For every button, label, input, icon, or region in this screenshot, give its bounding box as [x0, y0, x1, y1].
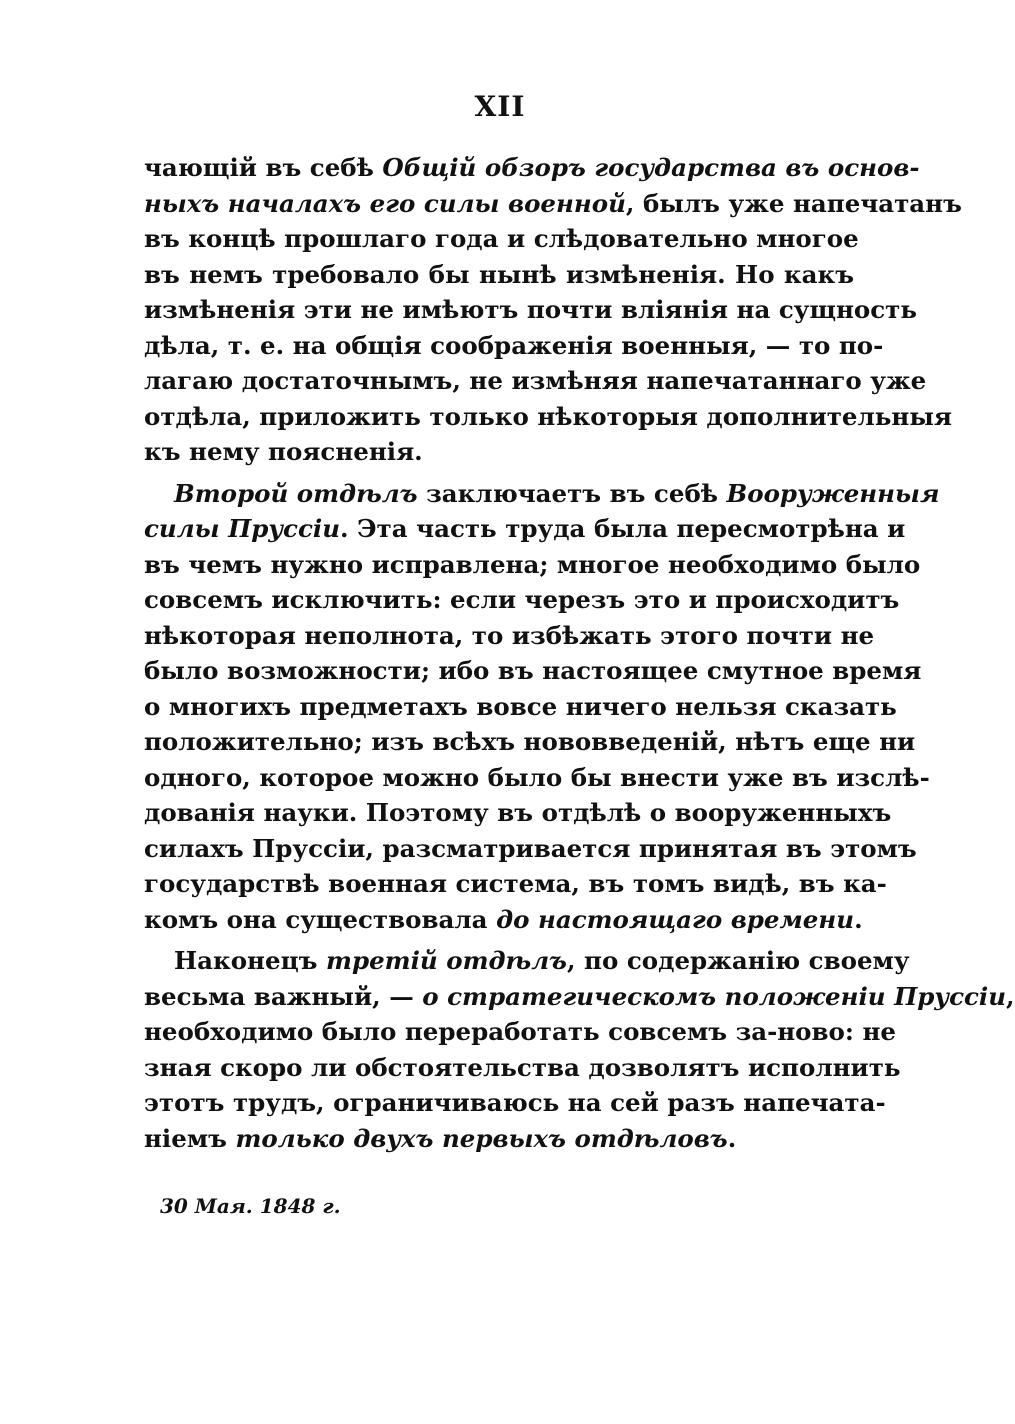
text-run: необходимо было переработать совсемъ за-ново: не [144, 1017, 896, 1046]
italic-run: до настоящаго времени [496, 904, 855, 934]
text-run: силахъ Пруссіи, разсматривается принятая въ этомъ [144, 833, 917, 863]
text-line [144, 795, 892, 831]
text-run: къ нему поясненія. [144, 437, 423, 466]
text-run: ніемъ [144, 1123, 236, 1153]
italic-run: ныхъ началахъ его силы военной [144, 188, 626, 218]
text-line [144, 943, 910, 979]
text-run: о многихъ предметахъ вовсе ничего нельзя сказать [144, 691, 897, 721]
text-run: въ концѣ прошлаго года и слѣдовательно многое [144, 224, 859, 253]
text-run: комъ она существовала [144, 904, 497, 934]
text-run: весьма важный, — [144, 981, 423, 1011]
date-line: 30 Мая. 1848 г. [160, 1194, 341, 1218]
text-line [144, 399, 952, 435]
text-run: въ немъ требовало бы нынѣ измѣненія. Но какъ [144, 259, 854, 289]
paragraph [144, 150, 962, 470]
text-line [144, 724, 916, 760]
text-run: отдѣла, приложить только нѣкоторыя дополнительныя [144, 401, 952, 431]
text-run: въ чемъ нужно исправлена; многое необходимо было [144, 549, 921, 579]
text-line [144, 511, 906, 547]
italic-run: силы Пруссіи [144, 514, 341, 543]
text-line [144, 582, 900, 618]
text-run: , [1006, 981, 1015, 1011]
text-run: . Эта часть труда была пересмотрѣна и [340, 514, 906, 543]
page-number: XII [474, 90, 526, 123]
text-line [144, 653, 922, 689]
text-run: нѣкоторая неполнота, то избѣжать этого почти не [144, 620, 875, 650]
text-run: Наконецъ [174, 946, 327, 975]
text-run: одного, которое можно было бы внести уже въ изслѣ- [144, 762, 930, 792]
body-text [144, 150, 1015, 1156]
text-line [144, 292, 917, 328]
text-line [144, 186, 962, 222]
text-line [144, 866, 887, 902]
text-run: . [727, 1123, 737, 1153]
text-run: положительно; изъ всѣхъ нововведеній, нѣтъ еще ни [144, 727, 916, 756]
italic-run: о стратегическомъ положеніи Пруссіи [422, 981, 1007, 1011]
italic-run: Вооруженныя [726, 478, 940, 508]
text-run: дѣла, т. е. на общія соображенія военныя, — то по- [144, 330, 884, 360]
text-line [144, 547, 921, 583]
text-run: измѣненія эти не имѣютъ почти вліянія на сущность [144, 295, 917, 324]
text-run: зная скоро ли обстоятельства дозволятъ исполнить [144, 1052, 901, 1082]
paragraph [144, 476, 940, 938]
text-run: заключаетъ въ себѣ [417, 478, 727, 508]
text-line [144, 434, 854, 470]
text-line [144, 902, 863, 938]
text-run: государствѣ военная система, въ томъ видѣ, въ ка- [144, 869, 887, 898]
text-line [144, 1121, 854, 1157]
text-line [144, 1085, 886, 1121]
text-run: этотъ трудъ, ограничиваюсь на сей разъ напечата- [144, 1088, 886, 1117]
text-line [144, 1050, 901, 1086]
text-line [144, 760, 930, 796]
text-line [144, 979, 1015, 1015]
text-line [144, 363, 927, 399]
text-run: дованія науки. Поэтому въ отдѣлѣ о вооруженныхъ [144, 798, 892, 827]
text-run: было возможности; ибо въ настоящее смутное время [144, 656, 922, 685]
text-line [144, 221, 859, 257]
text-line [144, 689, 897, 725]
text-line [144, 328, 884, 364]
text-line [144, 1014, 896, 1050]
text-run: лагаю достаточнымъ, не измѣняя напечатаннаго уже [144, 366, 927, 395]
text-run: совсемъ исключить: если черезъ это и происходитъ [144, 585, 900, 614]
text-run: , по содержанію своему [567, 946, 910, 975]
text-run: , былъ уже напечатанъ [625, 188, 962, 218]
italic-run: третій отдѣлъ [326, 946, 567, 975]
text-line [144, 476, 940, 512]
italic-run: Общій обзоръ государства въ основ- [382, 153, 920, 182]
text-line [144, 831, 917, 867]
text-run: чающій въ себѣ [144, 153, 383, 182]
text-line [144, 618, 875, 654]
paragraph [144, 943, 1015, 1156]
text-line [144, 150, 920, 186]
text-line [144, 257, 854, 293]
italic-run: Второй отдѣлъ [174, 478, 418, 508]
text-run: . [854, 904, 863, 934]
italic-run: только двухъ первыхъ отдѣловъ [235, 1123, 728, 1153]
